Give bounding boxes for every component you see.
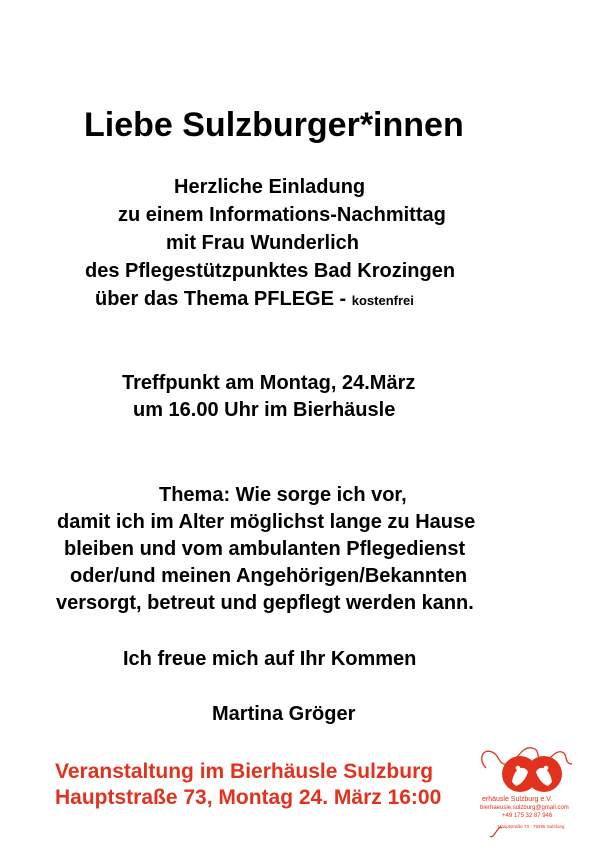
- club-logo-emblem: [472, 738, 598, 850]
- invitation-line-3: mit Frau Wunderlich: [166, 232, 359, 254]
- logo-phone: +49 175 32 87 946: [502, 813, 553, 819]
- club-logo: [472, 738, 598, 850]
- logo-org-name: erhäusle Sulzburg e.V.: [482, 796, 553, 803]
- topic-line-1: Thema: Wie sorge ich vor,: [159, 484, 407, 506]
- logo-email: bierhaeusle.sulzburg@gmail.com: [480, 805, 569, 811]
- topic-line-2: damit ich im Alter möglichst lange zu Hause: [57, 511, 476, 533]
- invitation-line-5: [95, 288, 414, 311]
- signature: Martina Gröger: [212, 703, 356, 725]
- logo-eye-left: [516, 766, 521, 771]
- invitation-line-5-text: über das Thema PFLEGE -: [95, 288, 347, 310]
- meeting-line-2: um 16.00 Uhr im Bierhäusle: [133, 399, 396, 421]
- meeting-line-1: Treffpunkt am Montag, 24.März: [122, 372, 416, 394]
- invitation-line-4: des Pflegestützpunktes Bad Krozingen: [85, 260, 456, 282]
- page-title: Liebe Sulzburger*innen: [84, 106, 464, 144]
- logo-address: Hauptstraße 73 · 79295 Sulzburg: [498, 824, 565, 829]
- invitation-line-1: Herzliche Einladung: [174, 176, 366, 198]
- topic-line-4: oder/und meinen Angehörigen/Bekannten: [70, 565, 468, 587]
- event-line-1: Veranstaltung im Bierhäusle Sulzburg: [55, 760, 434, 783]
- event-line-2: Hauptstraße 73, Montag 24. März 16:00: [55, 786, 442, 809]
- topic-line-3: bleiben und vom ambulanten Pflegedienst: [64, 538, 466, 560]
- topic-line-5: versorgt, betreut und gepflegt werden kann.: [56, 592, 474, 614]
- closing-line: Ich freue mich auf Ihr Kommen: [123, 648, 417, 670]
- logo-eye-right: [544, 766, 549, 771]
- invitation-line-2: zu einem Informations-Nachmittag: [118, 204, 446, 226]
- free-of-charge-note: kostenfrei: [351, 293, 414, 308]
